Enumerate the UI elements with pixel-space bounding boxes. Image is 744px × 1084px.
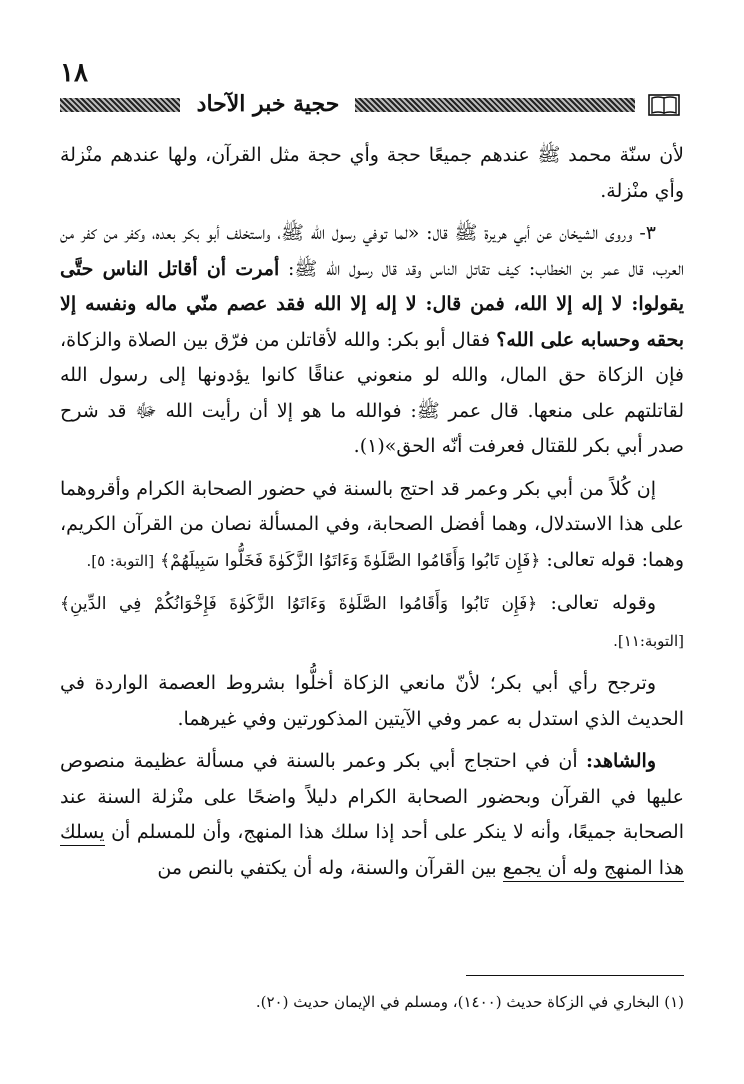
paragraph <box>60 744 684 886</box>
paragraph <box>60 138 684 209</box>
verse-citation: [التوبة:١١]. <box>613 631 684 650</box>
paragraph-label: والشاهد: <box>586 750 656 772</box>
paragraph-text: بين القرآن والسنة، وله أن يكتفي بالنص من <box>157 856 497 879</box>
open-book-icon <box>648 94 680 116</box>
paragraph-text: أن في احتجاج أبي بكر وعمر بالسنة في مسألة عظيمة منصوص عليها في القرآن وبحضور الصحابة الكرام دليلاً واضحًا على منْزلة السنة عند الصحابة جميعًا، وأنه لا ينكر على أحد إذا سلك هذا المنهج، وأن للمسلم أن <box>60 750 684 843</box>
paragraph-text: إن كُلاً من أبي بكر وعمر قد احتج بالسنة في حضور الصحابة الكرام وأقروهما على هذا الاستدلال، وهما أفضل الصحابة، وفي المسألة نصان من القرآن الكريم، وهما: قوله تعالى: <box>60 477 684 571</box>
paragraph <box>60 666 684 737</box>
paragraph-text: فقال أبو بكر: والله لأقاتلن من فرّق بين الصلاة والزكاة، فإن الزكاة حق المال، والله لو منعوني عناقًا كانوا يؤدونها إلى رسول الله لقاتلتهم على منعها. قال عمر ﷺ: فوالله ما هو إلا أن رأيت الله ﷻ قد شرح صدر أبي بكر للقتال فعرفت أنّه الحق»(١). <box>60 328 684 457</box>
quran-verse: ﴿فَإِن تَابُوا وَأَقَامُوا الصَّلَوٰةَ وَءَاتَوُا الزَّكَوٰةَ فَخَلُّوا سَبِيلَهُمْ﴾ <box>160 550 541 571</box>
header-title: حجية خبر الآحاد <box>196 91 340 117</box>
hadith-bold-text: أمرت أن أقاتل الناس حتَّى يقولوا: لا إله إلا الله، فمن قال: لا إله إلا الله فقد عصم منّي ماله ونفسه إلا بحقه وحسابه على الله؟ <box>60 257 685 351</box>
underlined-text: يسلك هذا المنهج وله أن يجمع <box>60 821 684 882</box>
header-ornament-right <box>355 98 635 112</box>
page-number: ١٨ <box>60 58 88 88</box>
paragraph <box>60 586 684 659</box>
paragraph-text: وقوله تعالى: <box>550 592 657 614</box>
footnote-separator <box>466 975 684 976</box>
paragraph <box>60 216 684 465</box>
paragraph-text: وترجح رأي أبي بكر؛ لأنّ مانعي الزكاة أخلُّوا بشروط العصمة الواردة في الحديث الذي استدل به عمر وفي الآيتين المذكورتين وفي غيرهما. <box>60 672 684 730</box>
quran-verse: ﴿فَإِن تَابُوا وَأَقَامُوا الصَّلَوٰةَ وَءَاتَوُا الزَّكَوٰةَ فَإِخْوَانُكُمْ فِي الدِّينِ﴾ <box>60 594 538 614</box>
header-ornament-left <box>60 98 180 112</box>
verse-citation: [التوبة: ٥]. <box>86 551 155 570</box>
footnote: (١) البخاري في الزكاة حديث (١٤٠٠)، ومسلم في الإيمان حديث (٢٠). <box>255 993 684 1011</box>
main-text <box>60 138 684 893</box>
paragraph-text: لأن سنّة محمد ﷺ عندهم جميعًا حجة وأي حجة مثل القرآن، ولها عندهم منْزلة وأي منْزلة. <box>60 144 684 202</box>
running-header <box>60 93 682 119</box>
paragraph-text: ٣- وروى الشيخان عن أبي هريرة ﷺ قال: «لما توفي رسول الله ﷺ، واستخلف أبو بكر بعده، وكفر من كفر من العرب، قال عمر بن الخطاب: كيف تقاتل الناس وقد قال رسول الله ﷺ: <box>60 222 684 280</box>
paragraph <box>60 472 684 580</box>
